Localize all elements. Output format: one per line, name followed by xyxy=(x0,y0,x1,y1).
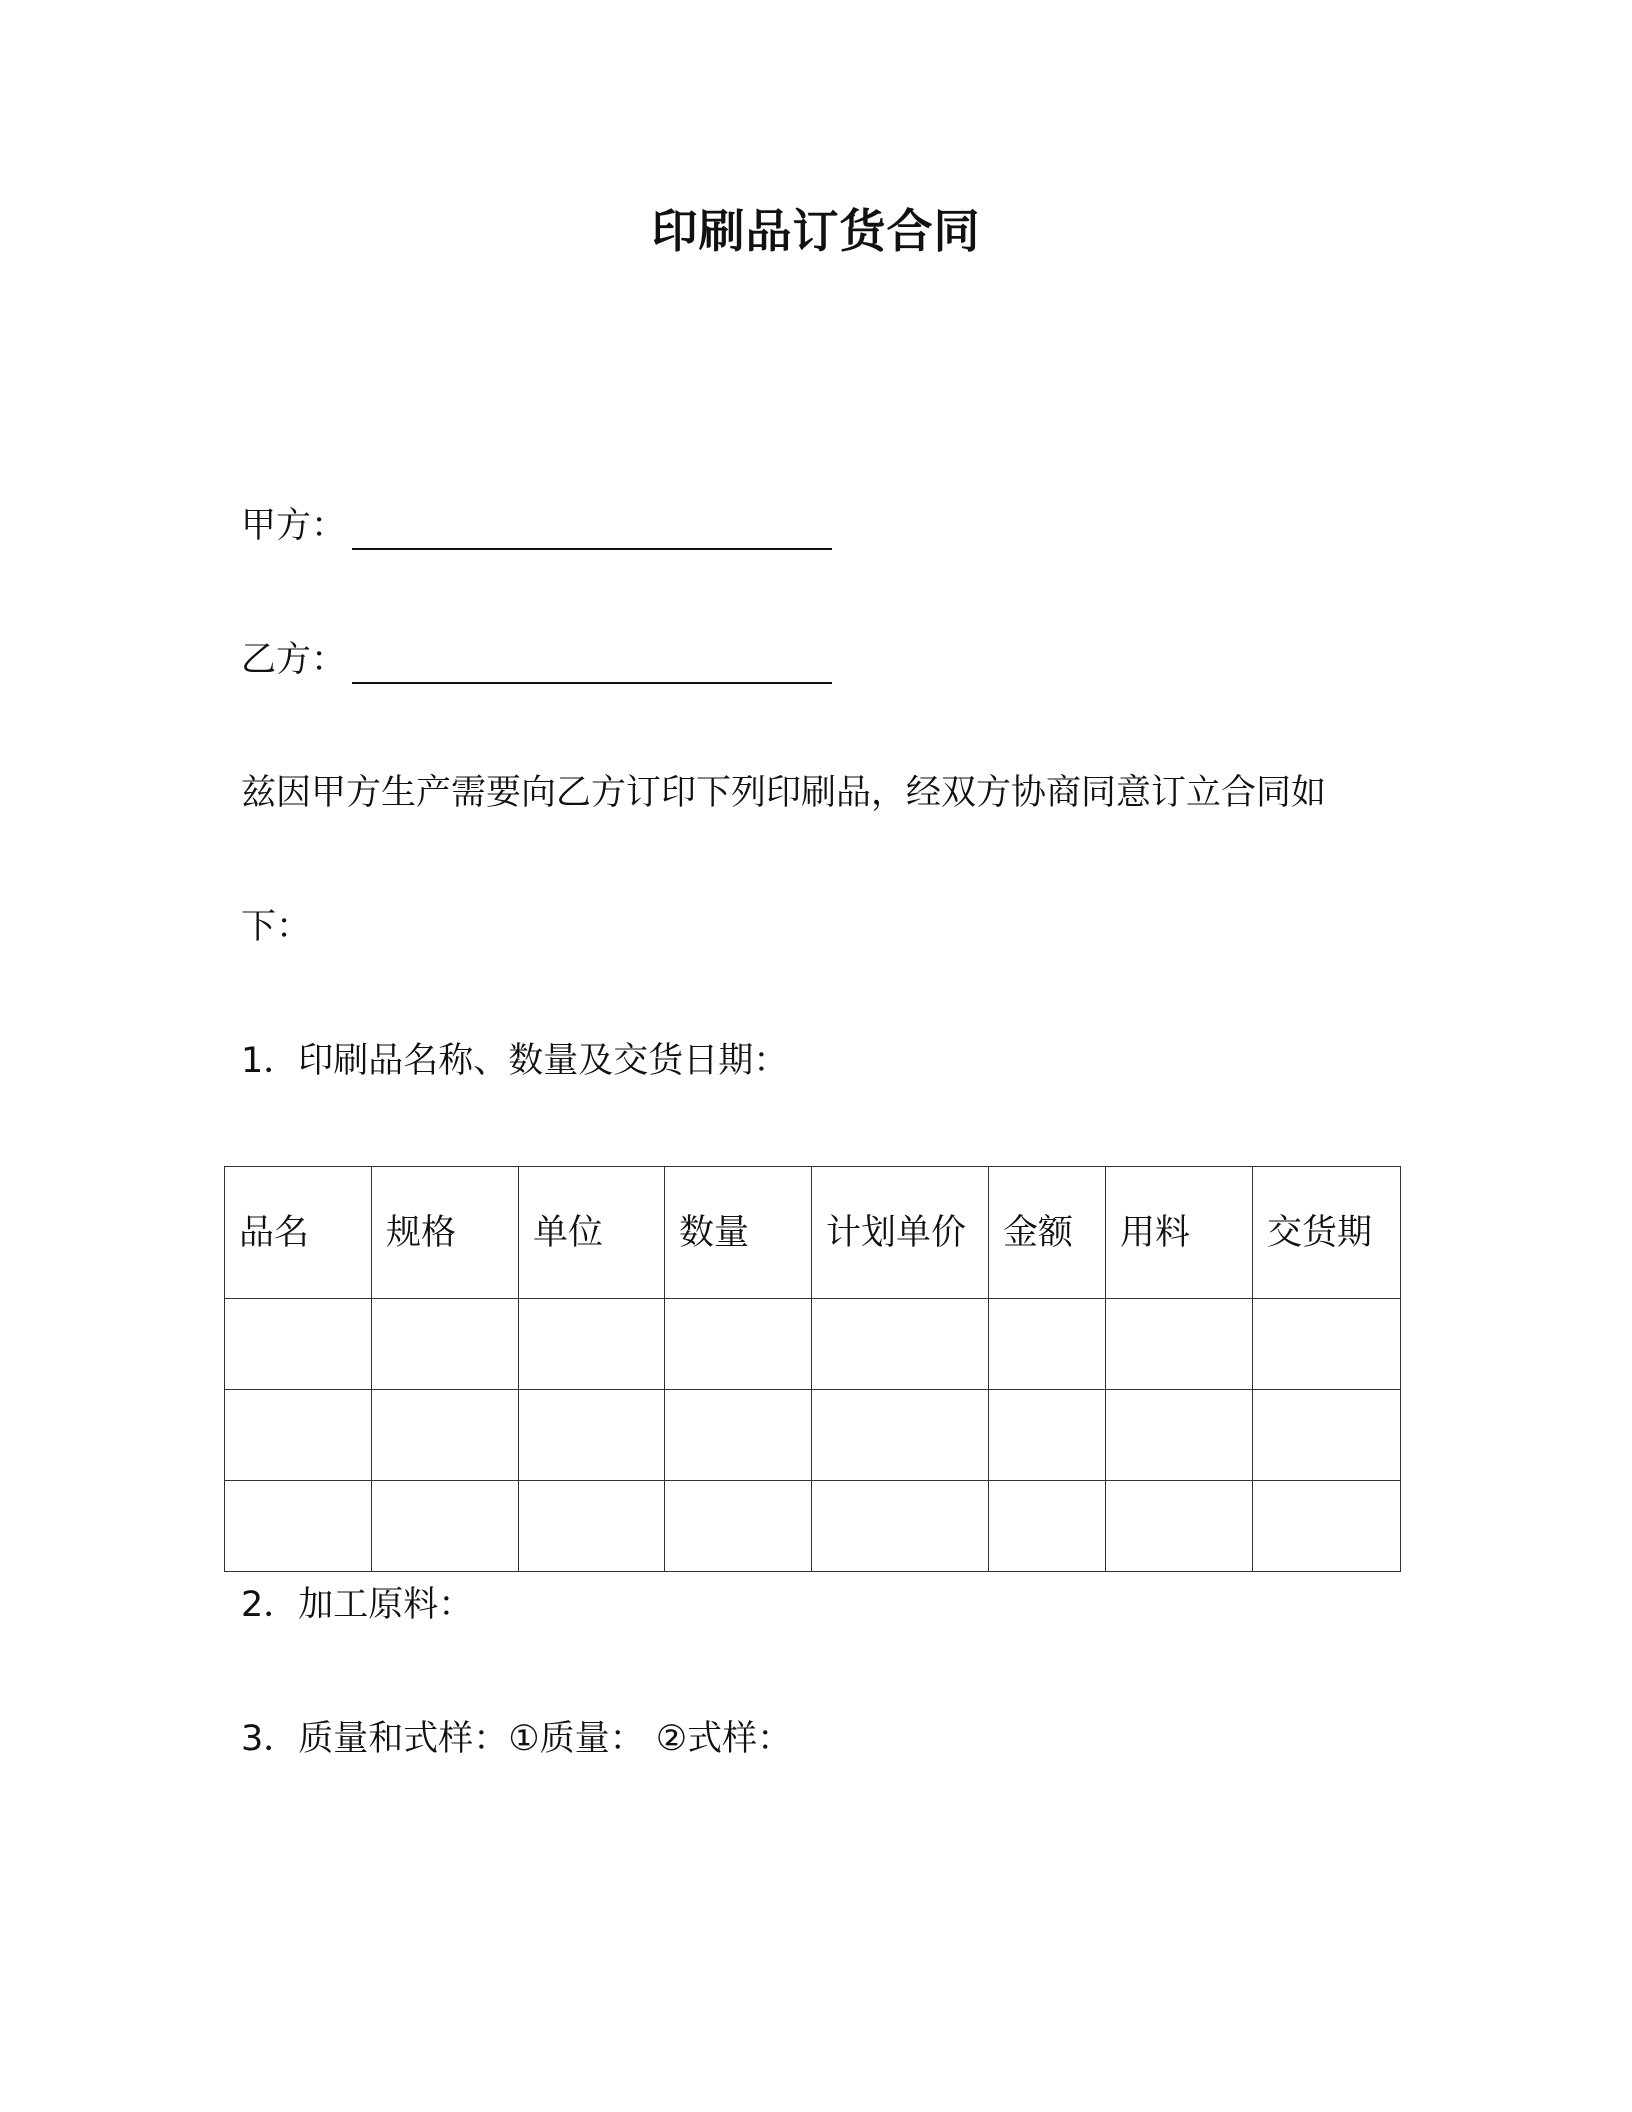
table-cell xyxy=(1106,1390,1253,1481)
intro-line-2: 下： xyxy=(241,907,312,947)
table-row xyxy=(225,1481,1401,1572)
header-amount: 金额 xyxy=(989,1167,1106,1299)
header-delivery-date: 交货期 xyxy=(1253,1167,1401,1299)
table-cell xyxy=(665,1299,812,1390)
table-cell xyxy=(812,1390,989,1481)
header-quantity: 数量 xyxy=(665,1167,812,1299)
header-specification: 规格 xyxy=(372,1167,519,1299)
document-title: 印刷品订货合同 xyxy=(651,204,981,258)
table-cell xyxy=(665,1390,812,1481)
section-1-heading: 1．印刷品名称、数量及交货日期： xyxy=(241,1041,789,1081)
table-cell xyxy=(989,1390,1106,1481)
header-unit: 单位 xyxy=(519,1167,665,1299)
table-cell xyxy=(225,1481,372,1572)
section-2-heading: 2．加工原料： xyxy=(241,1585,474,1625)
party-a-label: 甲方： xyxy=(241,506,347,546)
table-cell xyxy=(519,1299,665,1390)
table-cell xyxy=(519,1390,665,1481)
table-cell xyxy=(1106,1481,1253,1572)
table-cell xyxy=(1253,1481,1401,1572)
party-b-line xyxy=(241,632,346,682)
table-cell xyxy=(519,1481,665,1572)
table-cell xyxy=(665,1481,812,1572)
section-3-heading: 3．质量和式样：①质量： ②式样： xyxy=(241,1719,793,1759)
party-a-line xyxy=(241,498,346,548)
table-cell xyxy=(372,1299,519,1390)
table-cell xyxy=(225,1390,372,1481)
table-cell xyxy=(1253,1299,1401,1390)
table-cell xyxy=(989,1299,1106,1390)
party-b-label: 乙方： xyxy=(241,640,347,680)
table-cell xyxy=(372,1481,519,1572)
intro-line-1: 兹因甲方生产需要向乙方订印下列印刷品，经双方协商同意订立合同如 xyxy=(241,773,1327,813)
header-planned-unit-price: 计划单价 xyxy=(812,1167,989,1299)
table-cell xyxy=(372,1390,519,1481)
table-cell xyxy=(812,1481,989,1572)
party-b-blank xyxy=(352,682,832,684)
header-product-name: 品名 xyxy=(225,1167,372,1299)
order-table xyxy=(224,1166,1401,1572)
header-materials: 用料 xyxy=(1106,1167,1253,1299)
table-cell xyxy=(989,1481,1106,1572)
table-cell xyxy=(812,1299,989,1390)
table-header-row xyxy=(225,1167,1401,1299)
table-cell xyxy=(225,1299,372,1390)
table-cell xyxy=(1106,1299,1253,1390)
table-row xyxy=(225,1299,1401,1390)
table-row xyxy=(225,1390,1401,1481)
party-a-blank xyxy=(352,548,832,550)
table-cell xyxy=(1253,1390,1401,1481)
